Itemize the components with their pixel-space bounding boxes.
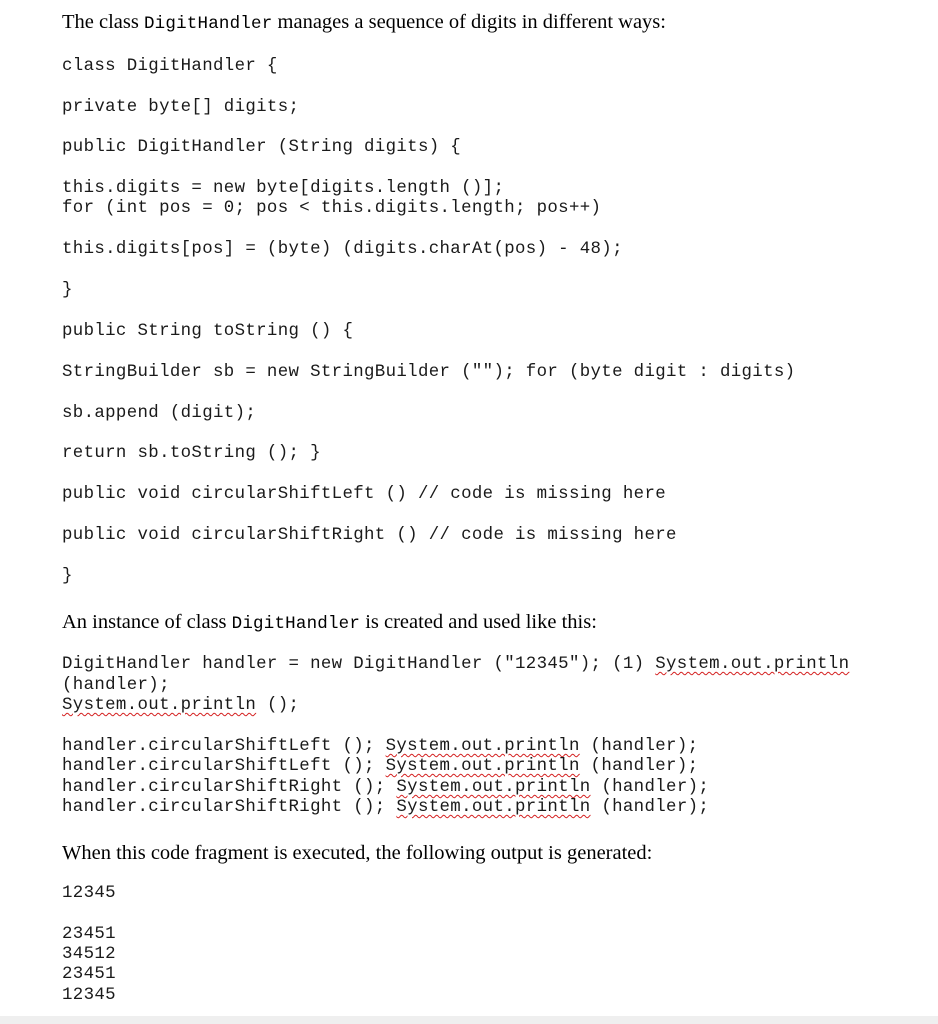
code-line: StringBuilder sb = new StringBuilder (""); for (byte digit : digits) xyxy=(62,363,796,382)
class-name-inline: DigitHandler xyxy=(143,14,273,34)
class-name-inline: DigitHandler xyxy=(231,614,361,634)
code-line: } xyxy=(62,567,73,586)
usage-call-line: handler.circularShiftRight (); System.out.println (handler); xyxy=(62,778,710,797)
code-line: for (int pos = 0; pos < this.digits.length; pos++) xyxy=(62,199,602,218)
intro-text: The class DigitHandler manages a sequence of digits in different ways: xyxy=(62,11,666,34)
println-call: System.out.println xyxy=(396,778,591,797)
usage-line: (handler); xyxy=(62,676,170,695)
output-line: 12345 xyxy=(62,986,116,1005)
output-line: 12345 xyxy=(62,884,116,903)
usage-call-line: handler.circularShiftRight (); System.out.println (handler); xyxy=(62,798,710,817)
println-call: System.out.println xyxy=(385,757,580,776)
code-line: } xyxy=(62,281,73,300)
instance-text: An instance of class DigitHandler is created and used like this: xyxy=(62,611,597,634)
println-call: System.out.println xyxy=(396,798,591,817)
code-line: private byte[] digits; xyxy=(62,98,300,117)
println-call: System.out.println xyxy=(62,696,257,715)
code-line: return sb.toString (); } xyxy=(62,444,321,463)
code-line: public DigitHandler (String digits) { xyxy=(62,138,462,157)
output-intro-text: When this code fragment is executed, the following output is generated: xyxy=(62,842,653,864)
page-bottom-edge xyxy=(0,1016,938,1024)
usage-line: System.out.println (); xyxy=(62,696,300,715)
output-line: 34512 xyxy=(62,945,116,964)
code-line: this.digits = new byte[digits.length ()]; xyxy=(62,179,505,198)
code-line: public void circularShiftRight () // code is missing here xyxy=(62,526,677,545)
output-line: 23451 xyxy=(62,925,116,944)
usage-line: DigitHandler handler = new DigitHandler ("12345"); (1) System.out.println xyxy=(62,655,850,674)
code-line: public void circularShiftLeft () // code is missing here xyxy=(62,485,667,504)
println-call: System.out.println xyxy=(385,737,580,756)
usage-call-line: handler.circularShiftLeft (); System.out.println (handler); xyxy=(62,757,699,776)
output-line: 23451 xyxy=(62,965,116,984)
usage-call-line: handler.circularShiftLeft (); System.out.println (handler); xyxy=(62,737,699,756)
code-line: class DigitHandler { xyxy=(62,57,278,76)
code-line: this.digits[pos] = (byte) (digits.charAt(pos) - 48); xyxy=(62,240,623,259)
println-call: System.out.println xyxy=(655,655,850,674)
code-line: public String toString () { xyxy=(62,322,354,341)
code-line: sb.append (digit); xyxy=(62,404,257,423)
